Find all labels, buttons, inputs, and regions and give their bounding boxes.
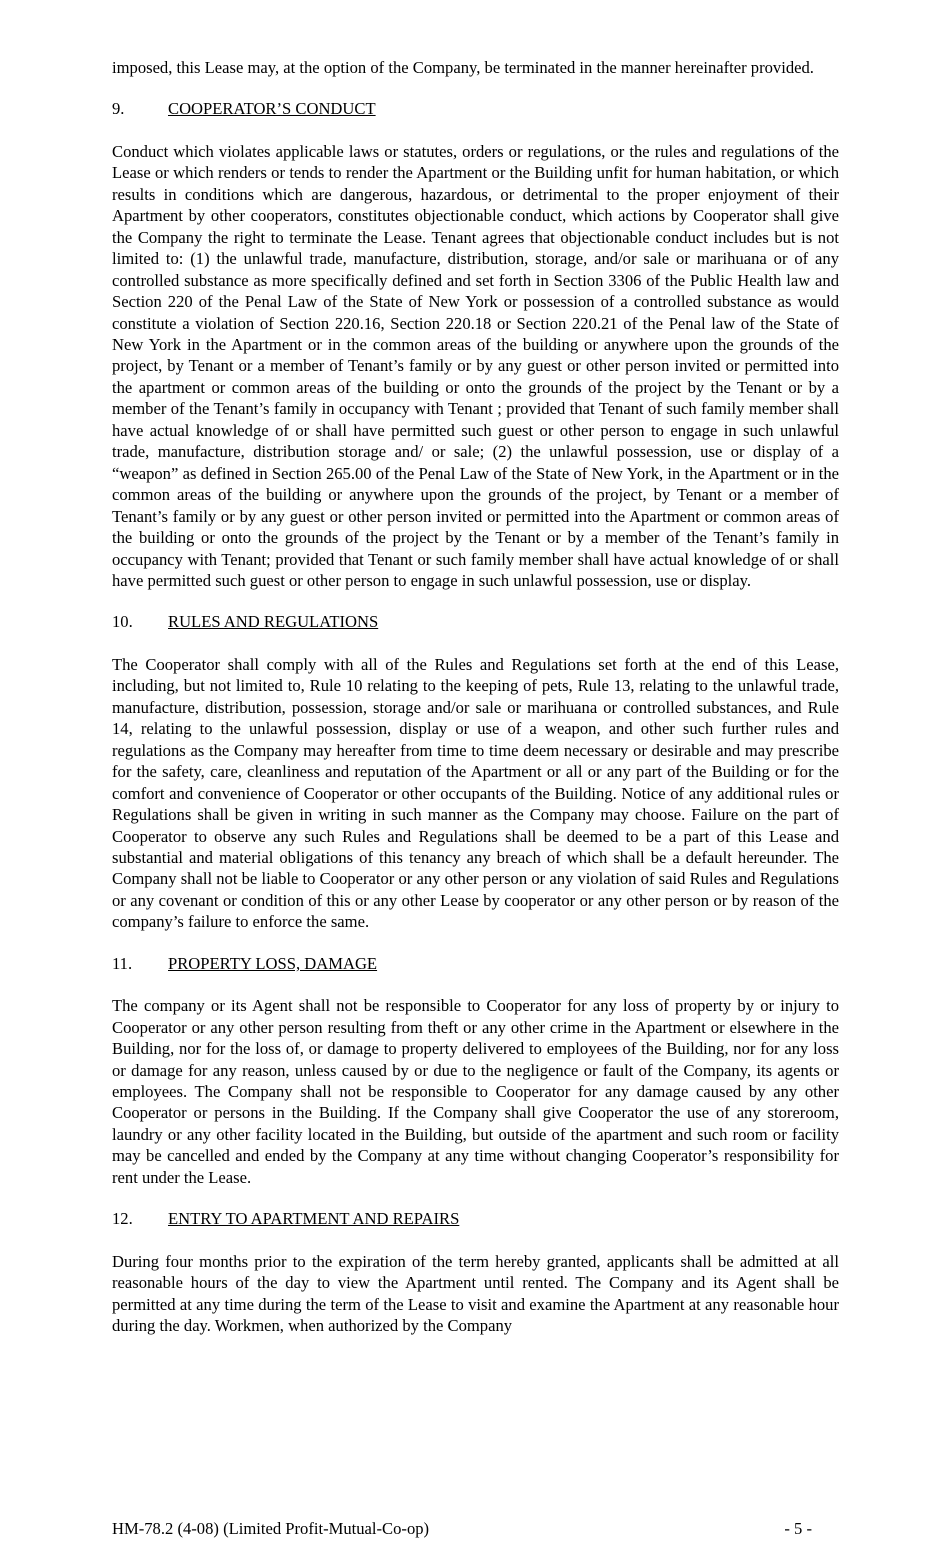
section-11-body: The company or its Agent shall not be responsible to Cooperator for any loss of property by or injury to Cooperator or any other person resulting from theft or any other crime in the Apartment or elsewhere in the Building, nor for the loss of, or damage to property delivered to employees of the Building, nor for any loss or damage for any reason, unless caused by or due to the negligence or fault of the Company, its agents or employees. The Company shall not be responsible to Cooperator for any damage caused by any other Cooperator or persons in the Building. If the Company shall give Cooperator the use of any storeroom, laundry or any other facility located in the Building, but outside of the apartment and such room or facility may be cancelled and ended by the Company at any time without changing Cooperator’s responsibility for rent under the Lease. bbox=[112, 996, 839, 1187]
section-title: PROPERTY LOSS, DAMAGE bbox=[168, 953, 378, 973]
section-9-body: Conduct which violates applicable laws or statutes, orders or regulations, or the rules and regulations of the Lease or which renders or tends to render the Apartment or the Building unfit for human habitation, or which results in conditions which are dangerous, hazardous, or detrimental to the proper enjoyment of their Apartment by other cooperators, constitutes objectionable conduct, which actions by Cooperator shall give the Company the right to terminate the Lease. Tenant agrees that objectionable conduct includes but is not limited to: (1) the unlawful trade, manufacture, distribution, storage, and/or sale or marihuana or of any controlled substance as more specifically defined and set forth in Section 3306 of the Public Health law and Section 220 of the Penal Law of the State of New York or possession of a controlled substance as would constitute a violation of Section 220.16, Section 220.18 or Section 220.21 of the Penal law of the State of New York in the Apartment or in the common areas of the building or anywhere upon the grounds of the project, by Tenant or a member of Tenant’s family or by any guest or other person invited or permitted into the apartment or common areas of the building or onto the grounds of the project by the Tenant or by a member of the Tenant’s family in occupancy with Tenant ; provided that Tenant of such family member shall have actual knowledge of or shall have permitted such guest or other person to engage in such unlawful trade, manufacture, distribution storage and/ or sale; (2) the unlawful possession, use or display of a “weapon” as defined in Section 265.00 of the Penal Law of the State of New York, in the Apartment or in the common areas of the building or anywhere upon the grounds of the project, by Tenant or a member of Tenant’s family or by any guest or other person invited or permitted into the Apartment or common areas of the building or onto the grounds of the project by the Tenant or by a member of the Tenant’s family in occupancy with Tenant; provided that Tenant or such family member shall have actual knowledge of or shall have permitted such guest or other person to engage in such unlawful possession, use or display. bbox=[112, 141, 839, 590]
section-title: COOPERATOR’S CONDUCT bbox=[168, 99, 376, 119]
intro-paragraph: imposed, this Lease may, at the option of the Company, be terminated in the manner hereinafter provided. bbox=[112, 58, 814, 77]
page-number: - 5 - bbox=[784, 1519, 812, 1538]
section-number: 9. bbox=[112, 99, 125, 119]
section-12-body: During four months prior to the expiration of the term hereby granted, applicants shall be admitted at all reasonable hours of the day to view the Apartment until rented. The Company and its Agent shall be permitted at any time during the term of the Lease to visit and examine the Apartment at any reasonable hour during the day. Workmen, when authorized by the Company bbox=[112, 1251, 839, 1336]
section-number: 11. bbox=[112, 953, 133, 973]
form-id: HM-78.2 (4-08) (Limited Profit-Mutual-Co-op) bbox=[112, 1519, 430, 1538]
section-10-body: The Cooperator shall comply with all of the Rules and Regulations set forth at the end of this Lease, including, but not limited to, Rule 10 relating to the keeping of pets, Rule 13, relating to the unlawful trade, manufacture, distribution, possession, storage and/or sale or marihuana or controlled substances, and Rule 14, relating to the unlawful possession, display or use of a weapon, and other such further rules and regulations as the Company may hereafter from time to time deem necessary or desirable and may prescribe for the safety, care, cleanliness and reputation of the Apartment or all or any part of the Building or for the comfort and convenience of Cooperator or other occupants of the Building. Notice of any additional rules or Regulations shall be given in writing in such manner as the Company may choose. Failure on the part of Cooperator to observe any such Rules and Regulations shall be deemed to be a part of this Lease and substantial and material obligations of this tenancy any breach of which shall be a default hereunder. The Company shall not be liable to Cooperator or any other person or any violation of said Rules and Regulations or any covenant or condition of this or any other Lease by cooperator or any other person or by reason of the company’s failure to enforce the same. bbox=[112, 654, 839, 932]
section-number: 10. bbox=[112, 612, 133, 632]
section-11-heading bbox=[112, 953, 839, 974]
section-number: 12. bbox=[112, 1209, 133, 1229]
section-title: RULES AND REGULATIONS bbox=[168, 612, 379, 632]
section-9-heading bbox=[112, 98, 839, 119]
section-title: ENTRY TO APARTMENT AND REPAIRS bbox=[168, 1209, 460, 1229]
document-page bbox=[112, 57, 839, 1337]
section-12-heading bbox=[112, 1208, 839, 1229]
section-10-heading bbox=[112, 611, 839, 632]
page-footer bbox=[112, 1518, 839, 1539]
